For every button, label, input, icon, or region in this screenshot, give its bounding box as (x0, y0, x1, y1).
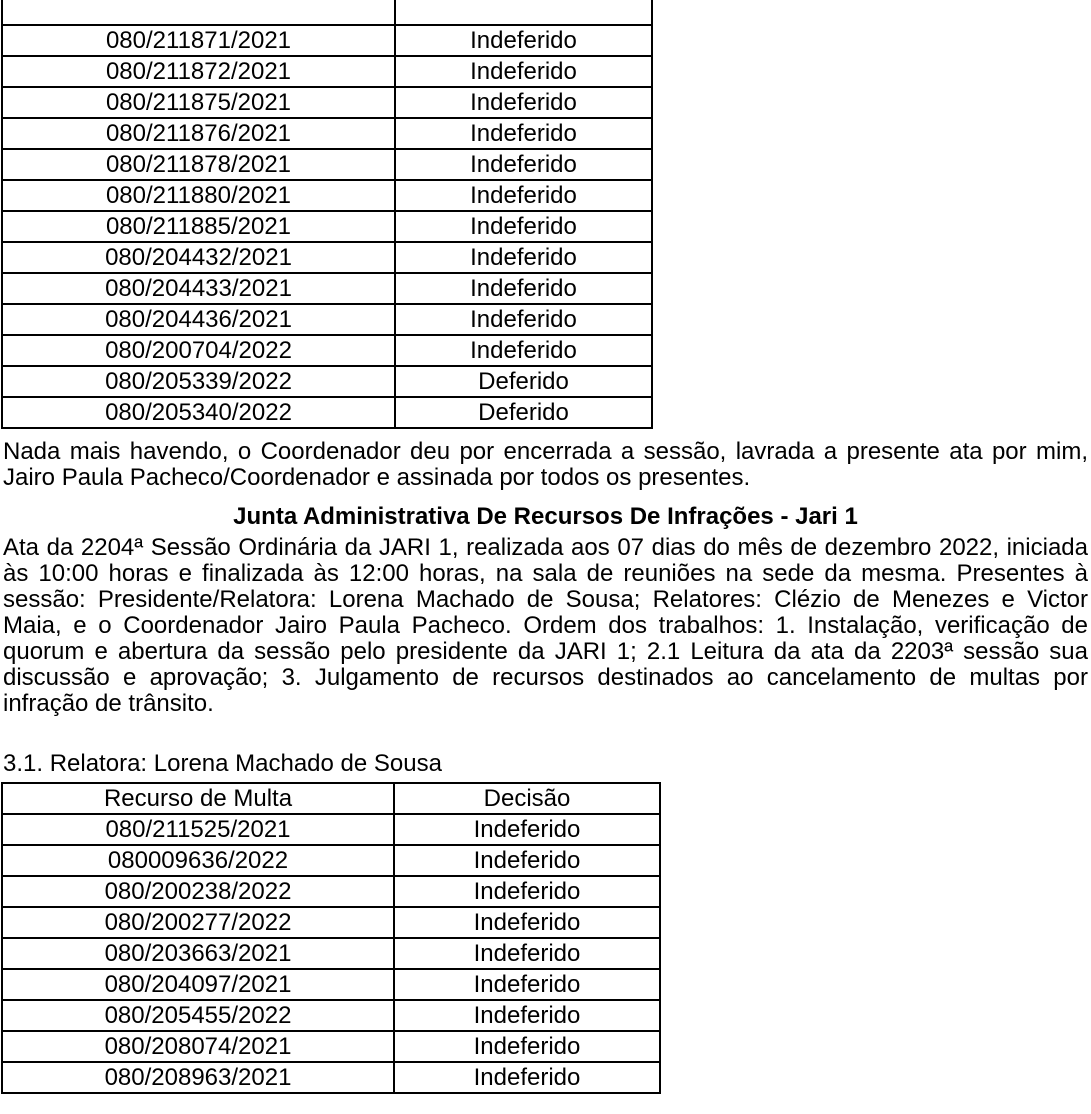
table-row (2, 118, 652, 149)
closing-paragraph: Nada mais havendo, o Coordenador deu por encerrada a sessão, lavrada a presente ata por mim, Jairo Paula Pacheco/Coordenador e assinada por todos os presentes. (3, 438, 1088, 491)
table-row (2, 1000, 660, 1031)
recurso-cell: 080/203663/2021 (2, 938, 394, 969)
decisao-cell: Indeferido (395, 242, 652, 273)
table-row (2, 273, 652, 304)
table-row (2, 938, 660, 969)
recurso-cell: 080/208963/2021 (2, 1062, 394, 1093)
recurso-cell: 080/208074/2021 (2, 1031, 394, 1062)
header-decisao: Decisão (394, 783, 660, 814)
table-row (2, 180, 652, 211)
recurso-cell: 080/200704/2022 (2, 335, 395, 366)
recurso-cell: 080/211876/2021 (2, 118, 395, 149)
recurso-cell: 080/211878/2021 (2, 149, 395, 180)
decision-table-relatora (1, 782, 661, 1094)
table-row (2, 845, 660, 876)
decisao-cell: Indeferido (394, 814, 660, 845)
decisao-cell: Indeferido (395, 25, 652, 56)
decisao-cell: Indeferido (395, 87, 652, 118)
ata-paragraph: Ata da 2204ª Sessão Ordinária da JARI 1, realizada aos 07 dias do mês de dezembro 2022, iniciada às 10:00 horas e finalizada às 12:00 horas, na sala de reuniões na sede da mesma. Presentes à sessão: Presidente/Relatora: Lorena Machado de Sousa; Relatores: Clézio de Menezes e Victor Maia, e o Coordenador Jairo Paula Pacheco. Ordem dos trabalhos: 1. Instalação, verificação de quorum e abertura da sessão pelo presidente da JARI 1; 2.1 Leitura da ata da 2203ª sessão sua discussão e aprovação; 3. Julgamento de recursos destinados ao cancelamento de multas por infração de trânsito. (3, 534, 1088, 717)
recurso-cell: 080/211872/2021 (2, 56, 395, 87)
recurso-cell: 080/204433/2021 (2, 273, 395, 304)
recurso-cell: 080/204432/2021 (2, 242, 395, 273)
decisao-cell: Indeferido (394, 845, 660, 876)
table-row (2, 242, 652, 273)
table-row (2, 211, 652, 242)
decisao-cell: Indeferido (395, 118, 652, 149)
recurso-cell: 080/204097/2021 (2, 969, 394, 1000)
recurso-cell: 080/205455/2022 (2, 1000, 394, 1031)
decisao-cell: Indeferido (395, 211, 652, 242)
recurso-cell: 080/200277/2022 (2, 907, 394, 938)
table-row-spacer (2, 0, 652, 25)
table-row (2, 366, 652, 397)
table-row (2, 335, 652, 366)
recurso-cell: 080/205339/2022 (2, 366, 395, 397)
table-row (2, 304, 652, 335)
decisao-cell: Indeferido (395, 180, 652, 211)
recurso-cell: 080/211525/2021 (2, 814, 394, 845)
recurso-cell: 080009636/2022 (2, 845, 394, 876)
decisao-cell: Deferido (395, 397, 652, 428)
recurso-cell: 080/211880/2021 (2, 180, 395, 211)
section-heading: Junta Administrativa De Recursos De Infrações - Jari 1 (233, 503, 858, 530)
decisao-cell: Indeferido (395, 149, 652, 180)
decisao-cell: Indeferido (395, 56, 652, 87)
table-row (2, 969, 660, 1000)
decisao-cell: Deferido (395, 366, 652, 397)
recurso-cell: 080/211885/2021 (2, 211, 395, 242)
decisao-cell: Indeferido (394, 1062, 660, 1093)
table-row (2, 1062, 660, 1093)
recurso-cell: 080/200238/2022 (2, 876, 394, 907)
table-cell-empty (395, 0, 652, 25)
table-row (2, 149, 652, 180)
recurso-cell: 080/211875/2021 (2, 87, 395, 118)
decisao-cell: Indeferido (395, 304, 652, 335)
recurso-cell: 080/204436/2021 (2, 304, 395, 335)
table-cell-empty (2, 0, 395, 25)
table-row (2, 1031, 660, 1062)
decisao-cell: Indeferido (394, 876, 660, 907)
decisao-cell: Indeferido (394, 907, 660, 938)
table-row (2, 876, 660, 907)
table-row (2, 814, 660, 845)
decisao-cell: Indeferido (394, 969, 660, 1000)
decisao-cell: Indeferido (394, 1000, 660, 1031)
decisao-cell: Indeferido (395, 335, 652, 366)
decisao-cell: Indeferido (395, 273, 652, 304)
decision-table-continued (1, 0, 653, 429)
table-row (2, 56, 652, 87)
table-row (2, 87, 652, 118)
recurso-cell: 080/211871/2021 (2, 25, 395, 56)
relatora-line: 3.1. Relatora: Lorena Machado de Sousa (3, 750, 442, 777)
table-row (2, 25, 652, 56)
table-row (2, 907, 660, 938)
table-header-row (2, 783, 660, 814)
decisao-cell: Indeferido (394, 938, 660, 969)
decisao-cell: Indeferido (394, 1031, 660, 1062)
recurso-cell: 080/205340/2022 (2, 397, 395, 428)
header-recurso: Recurso de Multa (2, 783, 394, 814)
table-row (2, 397, 652, 428)
